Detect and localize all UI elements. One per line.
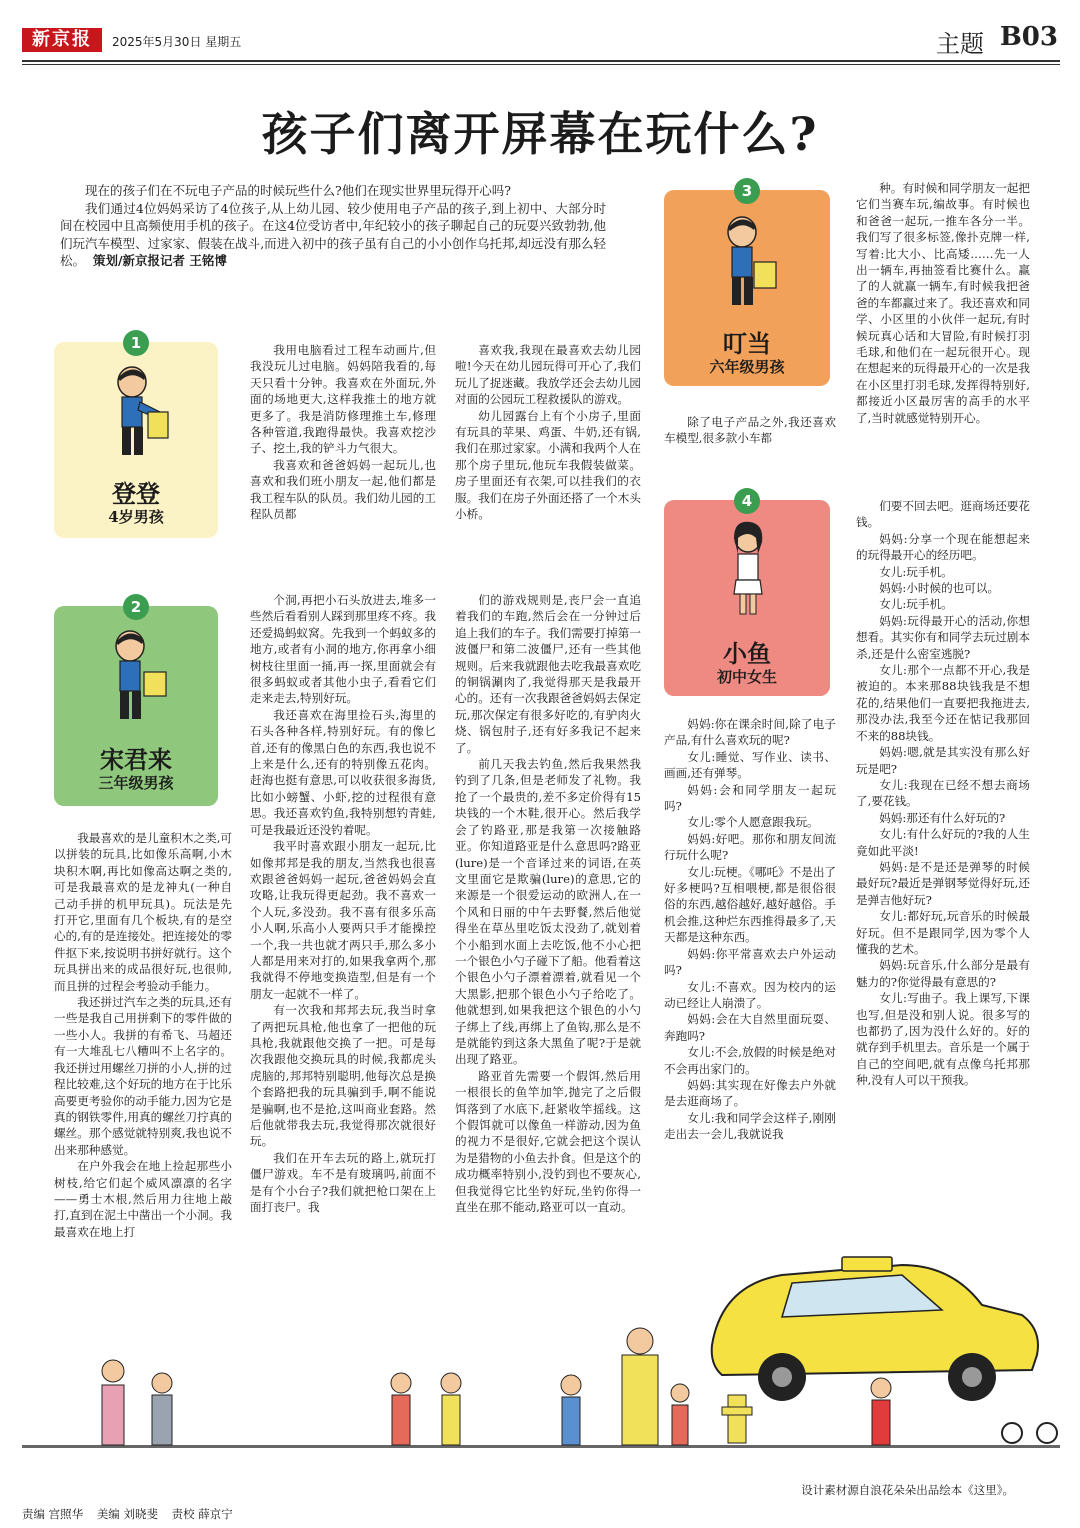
boy-figure-icon bbox=[94, 626, 178, 726]
section-name: 主题 bbox=[936, 30, 984, 58]
card-number-badge: 2 bbox=[123, 594, 149, 620]
article-paragraph: 女儿:有什么好玩的?我的人生竟如此平淡! bbox=[856, 827, 1030, 858]
boy-figure-icon bbox=[94, 362, 178, 462]
byline: 策划/新京报记者 王铭博 bbox=[92, 253, 227, 268]
taxi-icon bbox=[712, 1257, 1038, 1401]
article-paragraph: 妈妈:玩得最开心的活动,你想想看。其实你有和同学去玩过剧本杀,还是什么密室逃脱? bbox=[856, 613, 1030, 661]
article-paragraph: 我们在开车去玩的路上,就玩打僵尸游戏。车不是有玻璃吗,前面不是有个小台子?我们就把枪口架在上面打丧尸。我 bbox=[250, 1150, 436, 1215]
article-column bbox=[455, 342, 641, 548]
designer-credit: 美编 刘晓斐 bbox=[96, 1507, 158, 1521]
profile-card-songjunlai bbox=[54, 598, 218, 806]
article-paragraph: 幼儿园露台上有个小房子,里面有玩具的苹果、鸡蛋、牛奶,还有锅,我们在那过家家。小满和我两个人在那个房子里玩,他玩车我假装做菜。房子里面还有衣架,可以挂我们的衣服。我们在房子外面还搭了一个木头小桥。 bbox=[455, 408, 641, 522]
card-number-badge: 3 bbox=[734, 178, 760, 204]
header-rule-thin bbox=[22, 64, 1060, 65]
card-name: 登登 bbox=[112, 479, 160, 508]
profile-card-dingdang bbox=[664, 182, 830, 386]
article-paragraph: 路亚首先需要一个假饵,然后用一根很长的鱼竿加竿,抛完了之后假饵落到了水底下,赶紧收竿摇线。这个假饵就可以像鱼一样游动,因为鱼的视力不是很好,它就会把这个误认为是猎物的小鱼去扑食。但是这个的成功概率特别小,没钓到也不要灰心,但我觉得它比坐钓好玩,坐钓你得一直坐在那不能动,路亚可以一直动。 bbox=[455, 1068, 641, 1215]
article-paragraph: 我最喜欢的是儿童积木之类,可以拼装的玩具,比如像乐高啊,小木块积木啊,再比如像高达啊之类的,可是我最喜欢的是龙神丸(一种自己动手拼的机甲玩具)。玩法是先打开它,里面有几个板块,有的是空心的,有的是连接处。把连接处的零件抠下来,按说明书拼好就行。这个玩具拼出来的成品很好玩,也很帅,而且拼的过程会考验动手能力。 bbox=[54, 831, 232, 993]
article-paragraph: 女儿:那个一点都不开心,我是被迫的。本来那88块钱我是不想花的,结果他们一直要把我拖进去,那没办法,我至今还在惦记我那回不来的88块钱。 bbox=[856, 663, 1030, 743]
article-column bbox=[455, 592, 641, 1280]
article-paragraph: 女儿:都好玩,玩音乐的时候最好玩。但不是跟同学,因为零个人懂我的艺术。 bbox=[856, 909, 1030, 956]
article-paragraph: 妈妈:你平常喜欢去户外运动吗? bbox=[664, 946, 836, 978]
article-paragraph: 女儿:玩梗。《哪吒》不是出了好多梗吗?互相喂梗,都是很俗很俗的东西,越俗越好,越好越俗。手机会推,这种烂东西推得最多了,天天都是这种东西。 bbox=[664, 864, 836, 945]
fire-hydrant-icon bbox=[722, 1395, 752, 1443]
article-paragraph: 妈妈:那还有什么好玩的? bbox=[879, 810, 1006, 825]
article-column bbox=[250, 592, 436, 1280]
page-number: B03 bbox=[999, 22, 1058, 52]
card-name: 小鱼 bbox=[723, 639, 771, 668]
newspaper-logo: 新京报 bbox=[22, 28, 102, 52]
article-paragraph: 我还拼过汽车之类的玩具,还有一些是我自己用拼剩下的零件做的一些小人。我拼的有希飞、马超还有一大堆乱七八糟叫不上名字的。我还拼过用螺丝刀拼的小人,拼的过程比较难,这个好玩的地方在于比乐高要更考验你的动手能力,因为它是真的钢铁零件,用真的螺丝刀拧真的螺丝。那个感觉就特别爽,我也说不出来那种感觉。 bbox=[54, 995, 232, 1157]
boy-figure-icon bbox=[706, 212, 790, 312]
profile-card-xiaoyu bbox=[664, 492, 830, 696]
staff-credits bbox=[22, 1506, 243, 1522]
card-age: 初中女生 bbox=[716, 668, 777, 686]
card-age: 三年级男孩 bbox=[98, 774, 174, 792]
header-rule bbox=[22, 60, 1060, 62]
card-number-badge: 1 bbox=[123, 330, 149, 356]
intro bbox=[60, 182, 606, 270]
intro-paragraph bbox=[60, 200, 606, 270]
article-paragraph: 我喜欢和爸爸妈妈一起玩儿,也喜欢和我们班小朋友一起,他们都是我工程车队的队员。我们幼儿园的工程队员都 bbox=[250, 457, 436, 522]
article-paragraph: 前几天我去钓鱼,然后我果然我钓到了几条,但是老师发了礼物。我抢了一个最贵的,差不多定价得有15块钱的一个木鞋,很开心。然后我学会了钓路亚,那是我第一次接触路亚。你知道路亚是什么意思吗?路亚(lure)是一个音译过来的词语,在英文里面它是欺骗(lure)的意思,它的来源是一个很爱运动的欧洲人,在一个风和日丽的中午去野餐,然后他觉得坐在草丛里吃饭太没劲了,就划着个小船到水面上去吃饭,他不小心把一个银色小勺子碰下了船。他看着这个银色小勺子漂着漂着,就看见一个大黑影,把那个银色小勺子给吃了。他就想到,如果我把这个银色的小勺子绑上了线,再绑上了鱼钩,那么是不是就能钓到这条大黑鱼了呢?于是就出现了路亚。 bbox=[455, 757, 641, 1067]
article-column bbox=[856, 180, 1030, 460]
article-paragraph: 我还喜欢在海里捡石头,海里的石头各种各样,特别好玩。有的像匕首,还有的像黑白色的东西,我也说不上来是什么,还有的特别像五花肉。赶海也挺有意思,可以收获很多海货,比如小螃蟹、小虾,挖的过程很有意思。我还喜欢钓鱼,我特别想钓青蛙,可是我最近还没钓着呢。 bbox=[250, 707, 436, 837]
article-paragraph: 种。有时候和同学朋友一起把它们当赛车玩,编故事。有时候也和爸爸一起玩,一推车各分一半。我们写了很多标签,像扑克牌一样,写着:比大小、比高矮……先一人出一辆车,再抽签看比赛什么。赢了的人就赢一辆车,有时候我把爸爸的车都赢过来了。我还喜欢和同学、小区里的小伙伴一起玩,有时候玩真心话和大冒险,有时候打羽毛球,和他们在一起玩很开心。现在想起来的玩得最开心的一次是我在小区里打羽毛球,发挥得特别好,都接近小区最厉害的高手的水平了,当时就感觉特别开心。 bbox=[856, 181, 1030, 425]
headline: 孩子们离开屏幕在玩什么? bbox=[261, 107, 819, 161]
article-paragraph: 妈妈:玩音乐,什么部分是最有魅力的?你觉得最有意思的? bbox=[856, 958, 1030, 989]
editor-credit: 责编 宫照华 bbox=[22, 1507, 84, 1521]
article-paragraph: 妈妈:嗯,就是其实没有那么好玩是吧? bbox=[856, 745, 1030, 776]
article-column bbox=[250, 342, 436, 548]
street-illustration bbox=[22, 1195, 1060, 1480]
proof-credit: 责校 薛京宁 bbox=[171, 1507, 233, 1521]
article-paragraph: 女儿:玩手机。 bbox=[879, 597, 953, 612]
card-age: 六年级男孩 bbox=[709, 358, 785, 376]
card-name: 宋君来 bbox=[100, 745, 172, 774]
article-paragraph: 女儿:写曲子。我上课写,下课也写,但是没和别人说。很多写的也都扔了,因为没什么好的。好的就存到手机里去。音乐是一个属于自己的空间吧,就有点像乌托邦那种,没有人可以干预我。 bbox=[856, 991, 1030, 1088]
article-paragraph: 妈妈:会和同学朋友一起玩吗? bbox=[664, 782, 836, 814]
article-paragraph: 喜欢我,我现在最喜欢去幼儿园啦!今天在幼儿园玩得可开心了,我们玩儿了捉迷藏。我放学还会去幼儿园对面的公园玩工程救援队的游戏。 bbox=[455, 343, 641, 407]
article-paragraph: 妈妈:其实现在好像去户外就是去逛商场了。 bbox=[664, 1077, 836, 1109]
article-paragraph: 在户外我会在地上捡起那些小树枝,给它们起个威风凛凛的名字——勇士木根,然后用力往地上敲打,直到在泥土中凿出一个小洞。我最喜欢在地上打 bbox=[54, 1159, 232, 1239]
article-paragraph: 妈妈:小时候的也可以。 bbox=[879, 581, 1000, 596]
article-paragraph: 妈妈:分享一个现在能想起来的玩得最开心的经历吧。 bbox=[856, 531, 1030, 563]
article-paragraph: 除了电子产品之外,我还喜欢车模型,很多款小车都 bbox=[664, 415, 836, 446]
card-age: 4岁男孩 bbox=[108, 508, 164, 526]
image-credit: 设计素材源自浪花朵朵出品绘本《这里》。 bbox=[801, 1483, 1014, 1497]
card-number-badge: 4 bbox=[734, 488, 760, 514]
article-paragraph: 个洞,再把小石头放进去,堆多一些然后看看别人踩到那里疼不疼。我还爱捣蚂蚁窝。先我到一个蚂蚁多的地方,或者有小洞的地方,你再拿小细树枝往里面一捅,再一探,里面就会有很多蚂蚁或者其他小虫子,看看它们走来走去,特别好玩。 bbox=[250, 593, 436, 706]
issue-date: 2025年5月30日 星期五 bbox=[112, 35, 242, 49]
article-paragraph: 女儿:玩手机。 bbox=[879, 564, 953, 579]
article-column bbox=[664, 414, 836, 454]
article-column bbox=[856, 498, 1030, 1152]
article-paragraph: 女儿:不喜欢。因为校内的运动已经让人崩溃了。 bbox=[664, 979, 836, 1010]
article-paragraph: 妈妈:你在课余时间,除了电子产品,有什么喜欢玩的呢? bbox=[664, 717, 836, 748]
article-paragraph: 妈妈:好吧。那你和朋友间流行玩什么呢? bbox=[664, 831, 836, 863]
article-paragraph: 我用电脑看过工程车动画片,但我没玩儿过电脑。妈妈陪我看的,每天只看十分钟。我喜欢在外面玩,外面的场地更大,这样我推土的地方就更多了。我是消防修理推土车,修理各种管道,我跑得最快。我喜欢挖沙子、挖土,我的铲斗力气很大。 bbox=[250, 343, 436, 456]
article-paragraph: 女儿:不会,放假的时候是绝对不会再出家门的。 bbox=[664, 1045, 836, 1076]
article-paragraph: 们要不回去吧。逛商场还要花钱。 bbox=[856, 499, 1030, 530]
intro-text: 我们通过4位妈妈采访了4位孩子,从上幼儿园、较少使用电子产品的孩子,到上初中、大部分时间在校园中且高频使用手机的孩子。在这4位受访者中,年纪较小的孩子聊起自己的玩耍兴致勃勃,他们玩汽车模型、过家家、假装在战斗,而进入初中的孩子虽有自己的小小创作乌托邦,却远没有那么轻松。 bbox=[60, 200, 606, 268]
article-paragraph: 女儿:睡觉、写作业、读书、画画,还有弹琴。 bbox=[664, 749, 836, 781]
card-name: 叮当 bbox=[723, 329, 771, 358]
article-paragraph: 我平时喜欢跟小朋友一起玩,比如像邦邦是我的朋友,当然我也很喜欢跟爸爸妈妈一起玩,爸爸妈妈会直攻略,让我玩得更起劲。我不喜欢一个人玩,多没劲。我不喜有很多乐高小人啊,乐高小人要两只手才能操控一个,我一共也就才两只手,那么多小人都是用来对打的,如果我拿两个,那我就得不停地变换造型,但是有一个朋友一起就不一样了。 bbox=[250, 839, 436, 1001]
article-paragraph: 妈妈:是不是还是弹琴的时候最好玩?最近是弹钢琴觉得好玩,还是弹吉他好玩? bbox=[856, 859, 1030, 907]
article-column bbox=[664, 716, 836, 1152]
article-paragraph: 有一次我和邦邦去玩,我当时拿了两把玩具枪,他也拿了一把他的玩具枪,我就跟他交换了一把。可是每次我跟他交换玩具的时候,我都虎头虎脑的,邦邦特别聪明,他每次总是换个套路把我的玩具骗到手,啊不能说是骗啊,也不是抢,这叫商业套路。然后他就带我去玩,我觉得那次就很好玩。 bbox=[250, 1003, 436, 1149]
article-paragraph: 们的游戏规则是,丧尸会一直追着我们的车跑,然后会在一分钟过后追上我们的车子。我们需要打掉第一波僵尸和第二波僵尸,还有一些其他规则。后来我就跟他去吃我最喜欢吃的铜锅涮肉了,我觉得那天是我最开心的。还有一次我跟爸爸妈妈去保定玩,那次保定有很多好吃的,有驴肉火烧、锅包肘子,还有好多我记不起来了。 bbox=[455, 593, 641, 755]
profile-card-dengdeng bbox=[54, 334, 218, 538]
article-paragraph: 女儿:我现在已经不想去商场了,要花钱。 bbox=[856, 777, 1030, 809]
article-paragraph: 女儿:我和同学会这样子,刚刚走出去一会儿,我就说我 bbox=[664, 1110, 836, 1142]
intro-paragraph: 现在的孩子们在不玩电子产品的时候玩些什么?他们在现实世界里玩得开心吗? bbox=[85, 183, 511, 198]
girl-figure-icon bbox=[710, 520, 786, 620]
article-paragraph: 女儿:零个人愿意跟我玩。 bbox=[687, 815, 819, 830]
article-paragraph: 妈妈:会在大自然里面玩耍、奔跑吗? bbox=[664, 1012, 836, 1043]
